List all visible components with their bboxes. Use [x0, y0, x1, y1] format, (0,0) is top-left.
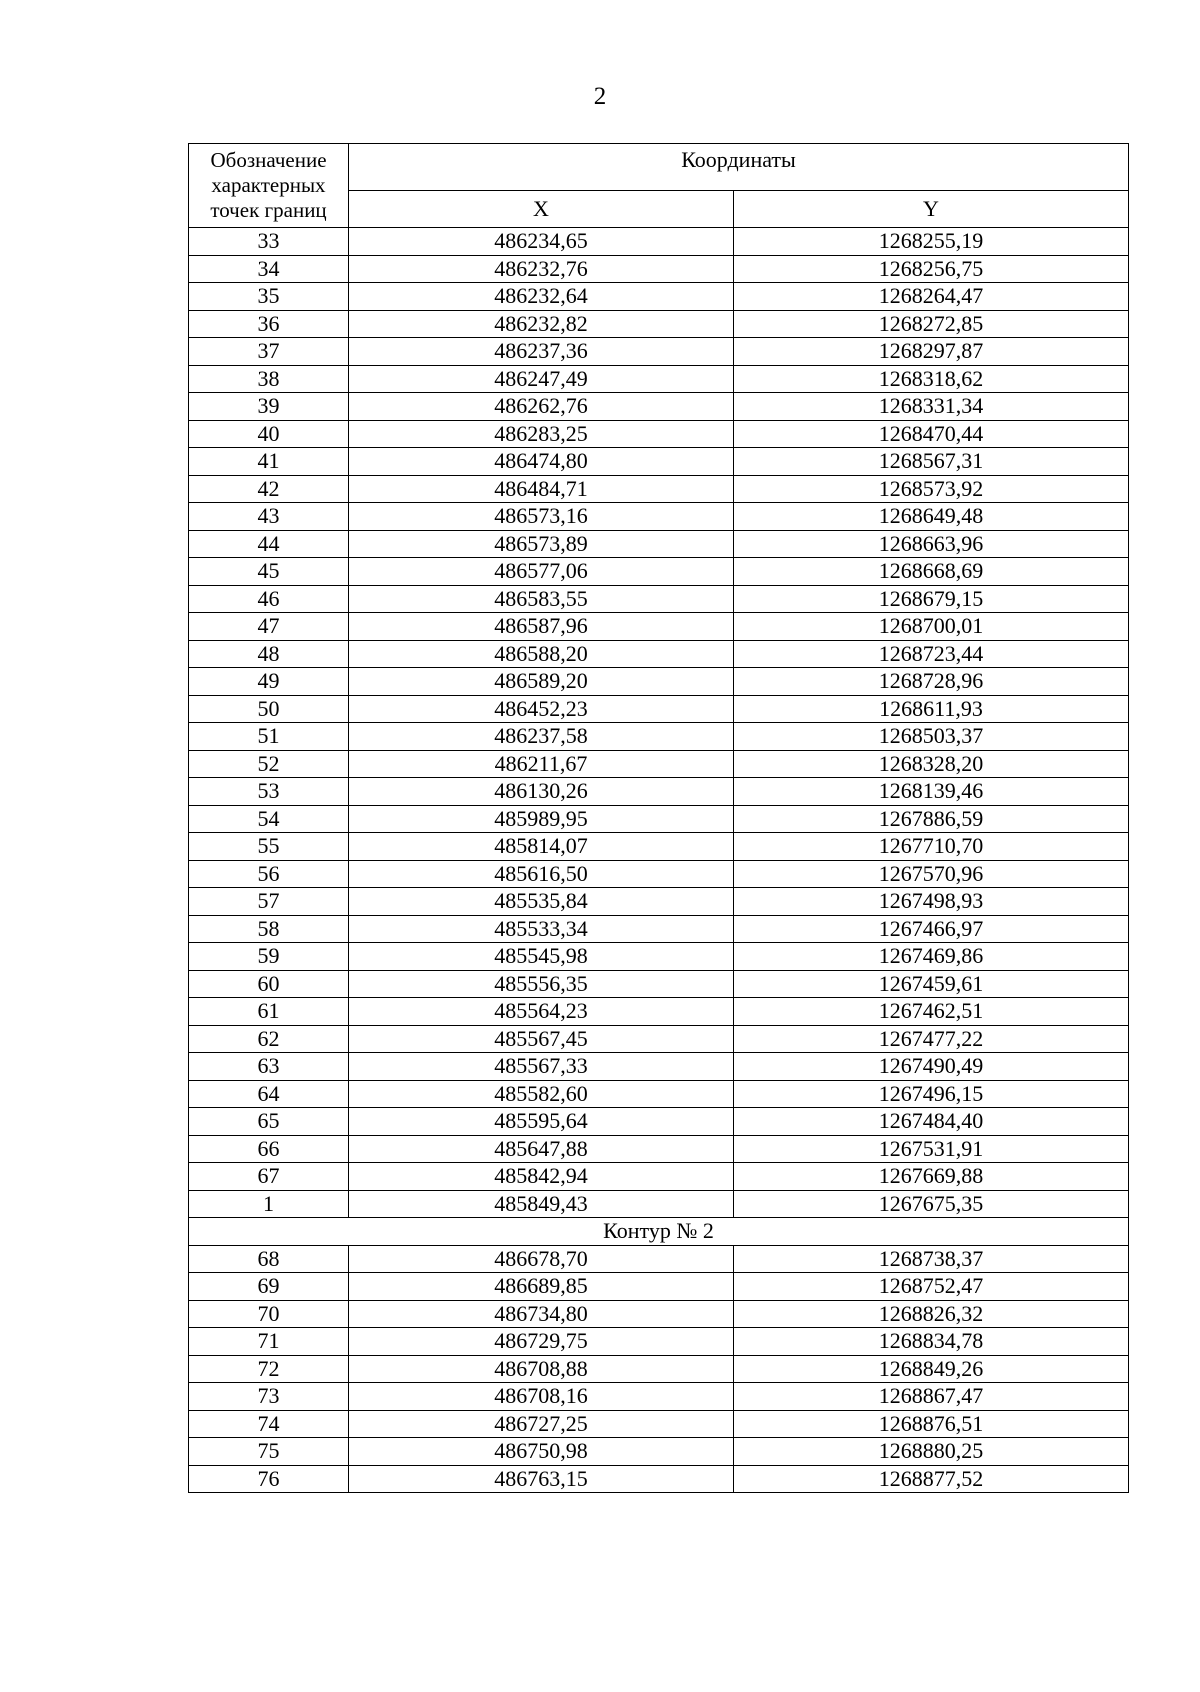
- point-id-cell: 35: [189, 283, 349, 311]
- table-row: [189, 1410, 1129, 1438]
- x-coordinate-cell: 486573,16: [349, 503, 734, 531]
- x-coordinate-cell: 486211,67: [349, 750, 734, 778]
- x-coordinate-cell: 486474,80: [349, 448, 734, 476]
- y-coordinate-cell: 1268723,44: [734, 640, 1129, 668]
- y-coordinate-cell: 1268139,46: [734, 778, 1129, 806]
- point-id-cell: 48: [189, 640, 349, 668]
- point-id-cell: 70: [189, 1300, 349, 1328]
- y-coordinate-cell: 1268880,25: [734, 1438, 1129, 1466]
- contour-2-heading-row: [189, 1218, 1129, 1246]
- point-id-cell: 60: [189, 970, 349, 998]
- y-coordinate-cell: 1267675,35: [734, 1190, 1129, 1218]
- table-row: [189, 750, 1129, 778]
- point-id-cell: 34: [189, 255, 349, 283]
- x-coordinate-cell: 485564,23: [349, 998, 734, 1026]
- y-coordinate-cell: 1268611,93: [734, 695, 1129, 723]
- point-id-cell: 68: [189, 1245, 349, 1273]
- y-coordinate-cell: 1268877,52: [734, 1465, 1129, 1493]
- table-row: [189, 1245, 1129, 1273]
- table-row: [189, 1053, 1129, 1081]
- table-row: [189, 778, 1129, 806]
- table-row: [189, 1135, 1129, 1163]
- y-coordinate-cell: 1268663,96: [734, 530, 1129, 558]
- x-coordinate-cell: 486237,58: [349, 723, 734, 751]
- x-coordinate-cell: 486708,88: [349, 1355, 734, 1383]
- y-coordinate-cell: 1268668,69: [734, 558, 1129, 586]
- table-row: [189, 255, 1129, 283]
- point-id-cell: 57: [189, 888, 349, 916]
- contour-2-rows: [189, 1245, 1129, 1493]
- y-coordinate-cell: 1267496,15: [734, 1080, 1129, 1108]
- y-coordinate-cell: 1267490,49: [734, 1053, 1129, 1081]
- table-row: [189, 723, 1129, 751]
- x-coordinate-cell: 486729,75: [349, 1328, 734, 1356]
- table-row: [189, 613, 1129, 641]
- table-row: [189, 420, 1129, 448]
- contour-1-rows: [189, 228, 1129, 1218]
- y-coordinate-cell: 1267531,91: [734, 1135, 1129, 1163]
- y-coordinate-cell: 1267469,86: [734, 943, 1129, 971]
- x-coordinate-cell: 486763,15: [349, 1465, 734, 1493]
- x-coordinate-cell: 486130,26: [349, 778, 734, 806]
- x-coordinate-cell: 486283,25: [349, 420, 734, 448]
- table-row: [189, 943, 1129, 971]
- y-coordinate-cell: 1268826,32: [734, 1300, 1129, 1328]
- table-row: [189, 998, 1129, 1026]
- point-id-cell: 65: [189, 1108, 349, 1136]
- x-coordinate-cell: 485814,07: [349, 833, 734, 861]
- point-id-cell: 39: [189, 393, 349, 421]
- table-row: [189, 228, 1129, 256]
- point-id-cell: 58: [189, 915, 349, 943]
- x-coordinate-cell: 486452,23: [349, 695, 734, 723]
- point-id-cell: 54: [189, 805, 349, 833]
- y-coordinate-cell: 1268264,47: [734, 283, 1129, 311]
- point-id-cell: 38: [189, 365, 349, 393]
- x-coordinate-cell: 486583,55: [349, 585, 734, 613]
- y-coordinate-cell: 1268867,47: [734, 1383, 1129, 1411]
- x-coordinate-cell: 486232,64: [349, 283, 734, 311]
- point-id-cell: 73: [189, 1383, 349, 1411]
- x-coordinate-cell: 485595,64: [349, 1108, 734, 1136]
- table-row: [189, 833, 1129, 861]
- y-coordinate-cell: 1268503,37: [734, 723, 1129, 751]
- point-id-cell: 63: [189, 1053, 349, 1081]
- x-coordinate-cell: 485556,35: [349, 970, 734, 998]
- table-row: [189, 1383, 1129, 1411]
- table-row: [189, 393, 1129, 421]
- point-id-cell: 43: [189, 503, 349, 531]
- y-coordinate-cell: 1267886,59: [734, 805, 1129, 833]
- x-coordinate-cell: 485989,95: [349, 805, 734, 833]
- y-coordinate-cell: 1267484,40: [734, 1108, 1129, 1136]
- x-coordinate-cell: 485582,60: [349, 1080, 734, 1108]
- point-id-cell: 37: [189, 338, 349, 366]
- table-row: [189, 695, 1129, 723]
- x-coordinate-cell: 486589,20: [349, 668, 734, 696]
- point-id-cell: 52: [189, 750, 349, 778]
- x-coordinate-cell: 485849,43: [349, 1190, 734, 1218]
- page-number: 2: [593, 83, 607, 110]
- table-row: [189, 1355, 1129, 1383]
- point-id-cell: 46: [189, 585, 349, 613]
- coordinates-table: [188, 143, 1129, 1493]
- point-id-cell: 67: [189, 1163, 349, 1191]
- x-coordinate-cell: 486234,65: [349, 228, 734, 256]
- y-coordinate-cell: 1268567,31: [734, 448, 1129, 476]
- point-id-cell: 75: [189, 1438, 349, 1466]
- table-row: [189, 668, 1129, 696]
- point-id-cell: 74: [189, 1410, 349, 1438]
- point-id-cell: 50: [189, 695, 349, 723]
- point-id-cell: 40: [189, 420, 349, 448]
- x-coordinate-cell: 486247,49: [349, 365, 734, 393]
- y-coordinate-cell: 1268728,96: [734, 668, 1129, 696]
- y-coordinate-cell: 1267477,22: [734, 1025, 1129, 1053]
- y-coordinate-cell: 1268256,75: [734, 255, 1129, 283]
- x-coordinate-cell: 485545,98: [349, 943, 734, 971]
- point-id-cell: 42: [189, 475, 349, 503]
- y-coordinate-cell: 1267459,61: [734, 970, 1129, 998]
- y-coordinate-cell: 1268752,47: [734, 1273, 1129, 1301]
- y-coordinate-cell: 1268834,78: [734, 1328, 1129, 1356]
- y-coordinate-cell: 1267466,97: [734, 915, 1129, 943]
- point-designation-header: Обозначение характерных точек границ: [189, 144, 349, 228]
- y-coordinate-cell: 1268272,85: [734, 310, 1129, 338]
- point-id-cell: 36: [189, 310, 349, 338]
- table-row: [189, 338, 1129, 366]
- table-row: [189, 1080, 1129, 1108]
- x-coordinate-cell: 486708,16: [349, 1383, 734, 1411]
- x-coordinate-cell: 486573,89: [349, 530, 734, 558]
- x-coordinate-cell: 485616,50: [349, 860, 734, 888]
- table-row: [189, 1190, 1129, 1218]
- table-row: [189, 888, 1129, 916]
- x-coordinate-cell: 486262,76: [349, 393, 734, 421]
- contour-2-section: [189, 1218, 1129, 1246]
- point-id-cell: 69: [189, 1273, 349, 1301]
- x-column-header: X: [349, 191, 734, 228]
- x-coordinate-cell: 486577,06: [349, 558, 734, 586]
- x-coordinate-cell: 486689,85: [349, 1273, 734, 1301]
- y-coordinate-cell: 1268649,48: [734, 503, 1129, 531]
- point-id-cell: 33: [189, 228, 349, 256]
- table-row: [189, 805, 1129, 833]
- y-coordinate-cell: 1268297,87: [734, 338, 1129, 366]
- y-coordinate-cell: 1268470,44: [734, 420, 1129, 448]
- table-row: [189, 915, 1129, 943]
- table-row: [189, 448, 1129, 476]
- y-coordinate-cell: 1268849,26: [734, 1355, 1129, 1383]
- point-id-cell: 41: [189, 448, 349, 476]
- y-coordinate-cell: 1267570,96: [734, 860, 1129, 888]
- x-coordinate-cell: 486232,82: [349, 310, 734, 338]
- x-coordinate-cell: 486727,25: [349, 1410, 734, 1438]
- y-coordinate-cell: 1267498,93: [734, 888, 1129, 916]
- table-row: [189, 310, 1129, 338]
- x-coordinate-cell: 486587,96: [349, 613, 734, 641]
- point-id-cell: 71: [189, 1328, 349, 1356]
- table-row: [189, 970, 1129, 998]
- contour-2-label: Контур № 2: [189, 1218, 1129, 1246]
- y-coordinate-cell: 1267462,51: [734, 998, 1129, 1026]
- point-id-cell: 59: [189, 943, 349, 971]
- table-row: [189, 1273, 1129, 1301]
- point-id-cell: 56: [189, 860, 349, 888]
- y-coordinate-cell: 1268876,51: [734, 1410, 1129, 1438]
- point-id-cell: 49: [189, 668, 349, 696]
- x-coordinate-cell: 485567,45: [349, 1025, 734, 1053]
- table-row: [189, 475, 1129, 503]
- x-coordinate-cell: 485647,88: [349, 1135, 734, 1163]
- y-coordinate-cell: 1267710,70: [734, 833, 1129, 861]
- point-id-cell: 53: [189, 778, 349, 806]
- table-row: [189, 1025, 1129, 1053]
- table-row: [189, 585, 1129, 613]
- x-coordinate-cell: 486734,80: [349, 1300, 734, 1328]
- x-coordinate-cell: 486232,76: [349, 255, 734, 283]
- table-row: [189, 365, 1129, 393]
- table-row: [189, 558, 1129, 586]
- point-id-cell: 55: [189, 833, 349, 861]
- table-row: [189, 1465, 1129, 1493]
- point-id-cell: 76: [189, 1465, 349, 1493]
- y-coordinate-cell: 1267669,88: [734, 1163, 1129, 1191]
- y-coordinate-cell: 1268679,15: [734, 585, 1129, 613]
- table-row: [189, 1438, 1129, 1466]
- y-coordinate-cell: 1268318,62: [734, 365, 1129, 393]
- x-coordinate-cell: 486750,98: [349, 1438, 734, 1466]
- x-coordinate-cell: 485533,34: [349, 915, 734, 943]
- point-id-cell: 64: [189, 1080, 349, 1108]
- table-row: [189, 283, 1129, 311]
- point-id-cell: 51: [189, 723, 349, 751]
- table-row: [189, 860, 1129, 888]
- point-id-cell: 61: [189, 998, 349, 1026]
- table-row: [189, 1108, 1129, 1136]
- point-id-cell: 45: [189, 558, 349, 586]
- x-coordinate-cell: 486237,36: [349, 338, 734, 366]
- y-coordinate-cell: 1268700,01: [734, 613, 1129, 641]
- x-coordinate-cell: 486484,71: [349, 475, 734, 503]
- point-id-cell: 47: [189, 613, 349, 641]
- table-row: [189, 640, 1129, 668]
- coordinates-header: Координаты: [349, 144, 1129, 191]
- y-coordinate-cell: 1268331,34: [734, 393, 1129, 421]
- table-row: [189, 530, 1129, 558]
- x-coordinate-cell: 485535,84: [349, 888, 734, 916]
- y-coordinate-cell: 1268738,37: [734, 1245, 1129, 1273]
- table-row: [189, 1328, 1129, 1356]
- point-id-cell: 62: [189, 1025, 349, 1053]
- x-coordinate-cell: 485567,33: [349, 1053, 734, 1081]
- y-coordinate-cell: 1268573,92: [734, 475, 1129, 503]
- point-id-cell: 72: [189, 1355, 349, 1383]
- table-row: [189, 1163, 1129, 1191]
- x-coordinate-cell: 486588,20: [349, 640, 734, 668]
- table-row: [189, 503, 1129, 531]
- y-coordinate-cell: 1268328,20: [734, 750, 1129, 778]
- table-row: [189, 1300, 1129, 1328]
- x-coordinate-cell: 486678,70: [349, 1245, 734, 1273]
- point-id-cell: 44: [189, 530, 349, 558]
- x-coordinate-cell: 485842,94: [349, 1163, 734, 1191]
- y-column-header: Y: [734, 191, 1129, 228]
- point-id-cell: 1: [189, 1190, 349, 1218]
- point-id-cell: 66: [189, 1135, 349, 1163]
- y-coordinate-cell: 1268255,19: [734, 228, 1129, 256]
